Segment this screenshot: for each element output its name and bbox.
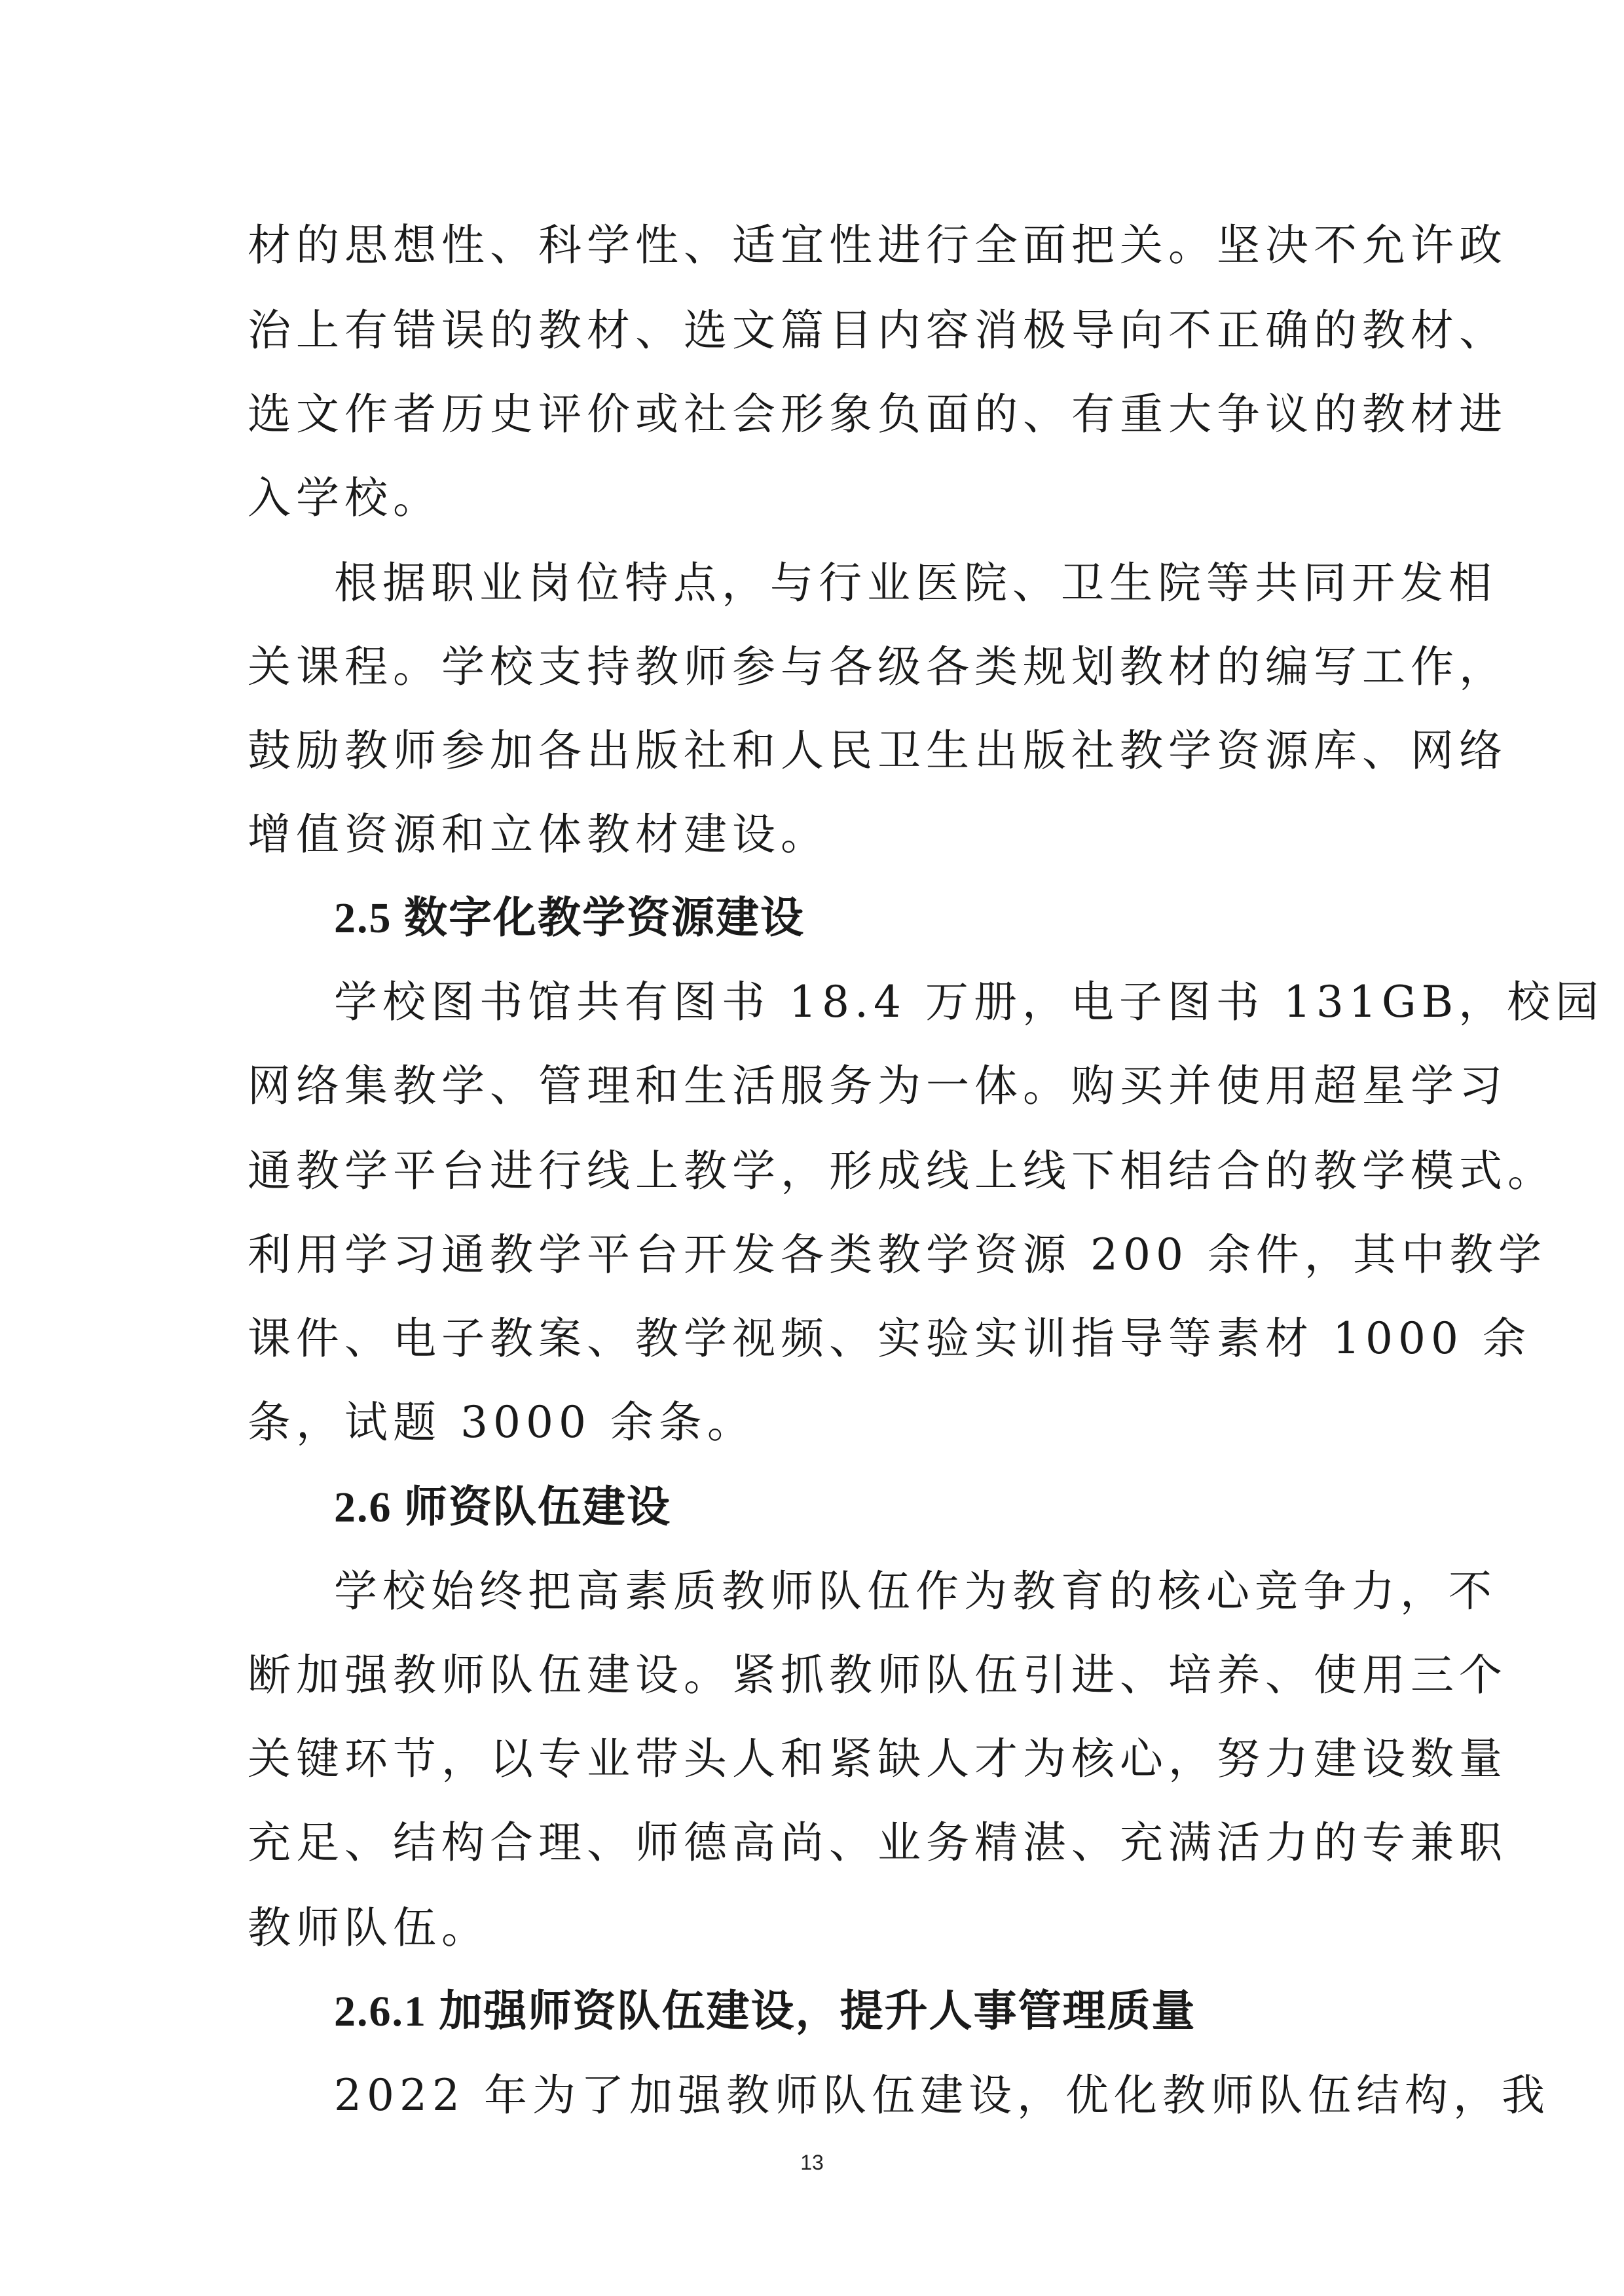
paragraph-line: 通教学平台进行线上教学，形成线上线下相结合的教学模式。	[248, 1146, 1556, 1196]
paragraph-line: 学校图书馆共有图书 18.4 万册，电子图书 131GB，校园	[334, 977, 1604, 1027]
paragraph-line: 治上有错误的教材、选文篇目内容消极导向不正确的教材、	[248, 305, 1507, 355]
paragraph-line: 关课程。学校支持教师参与各级各类规划教材的编写工作，	[248, 642, 1507, 692]
paragraph-line: 教师队伍。	[248, 1903, 490, 1953]
paragraph-line: 利用学习通教学平台开发各类教学资源 200 余件，其中教学	[248, 1230, 1547, 1280]
paragraph-line: 2022 年为了加强教师队伍建设，优化教师队伍结构，我	[334, 2070, 1550, 2121]
paragraph-line: 材的思想性、科学性、适宜性进行全面把关。坚决不允许政	[248, 220, 1507, 270]
subsection-heading: 2.6.1 加强师资队伍建设，提升人事管理质量	[334, 1988, 1196, 2035]
paragraph-line: 断加强教师队伍建设。紧抓教师队伍引进、培养、使用三个	[248, 1650, 1507, 1700]
paragraph-line: 鼓励教师参加各出版社和人民卫生出版社教学资源库、网络	[248, 725, 1507, 776]
paragraph-line: 增值资源和立体教材建设。	[248, 809, 829, 860]
section-heading: 2.6 师资队伍建设	[334, 1484, 671, 1531]
paragraph-line: 根据职业岗位特点，与行业医院、卫生院等共同开发相	[334, 558, 1497, 608]
paragraph-line: 充足、结构合理、师德高尚、业务精湛、充满活力的专兼职	[248, 1817, 1507, 1868]
paragraph-line: 学校始终把高素质教师队伍作为教育的核心竞争力，不	[334, 1566, 1497, 1616]
paragraph-line: 网络集教学、管理和生活服务为一体。购买并使用超星学习	[248, 1061, 1507, 1111]
paragraph-line: 关键环节，以专业带头人和紧缺人才为核心，努力建设数量	[248, 1734, 1507, 1784]
section-heading: 2.5 数字化教学资源建设	[334, 894, 805, 942]
page-number: 13	[800, 2151, 824, 2174]
paragraph-line: 课件、电子教案、教学视频、实验实训指导等素材 1000 余	[248, 1313, 1531, 1364]
paragraph-line: 条，试题 3000 余条。	[248, 1397, 756, 1448]
paragraph-line: 入学校。	[248, 473, 441, 523]
paragraph-line: 选文作者历史评价或社会形象负面的、有重大争议的教材进	[248, 389, 1507, 439]
